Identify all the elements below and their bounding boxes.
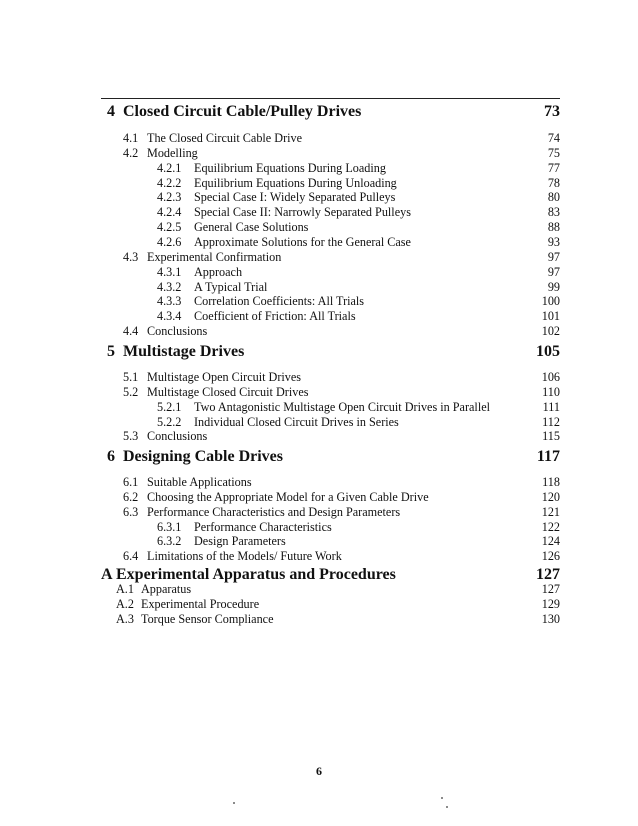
- entry-page-number: 126: [541, 549, 560, 563]
- entry-page-number: 101: [541, 309, 560, 323]
- chapter-title: Experimental Apparatus and Procedures: [116, 566, 396, 583]
- subsection-number: 4.2.6: [157, 235, 182, 249]
- scan-speck: [233, 802, 235, 804]
- subsection-title: Equilibrium Equations During Loading: [194, 161, 386, 175]
- chapter-number: 4: [107, 103, 115, 120]
- entry-page-number: 97: [547, 250, 560, 264]
- section-title: Apparatus: [141, 582, 192, 596]
- section-title: Performance Characteristics and Design Parameters: [147, 505, 401, 519]
- subsection-number: 4.2.4: [157, 205, 182, 219]
- chapter-page-number: 105: [536, 343, 560, 360]
- section-title: Conclusions: [147, 324, 208, 338]
- subsection-number: 5.2.1: [157, 400, 182, 414]
- subsection-number: 6.3.1: [157, 520, 182, 534]
- entry-page-number: 99: [547, 280, 560, 294]
- chapter-page-number: 127: [536, 566, 560, 583]
- subsection-number: 4.2.3: [157, 190, 182, 204]
- section-number: 4.4: [123, 324, 139, 338]
- entry-page-number: 124: [541, 534, 560, 548]
- entry-page-number: 118: [542, 475, 560, 489]
- entry-page-number: 97: [547, 265, 560, 279]
- entry-page-number: 111: [542, 400, 560, 414]
- subsection-title: Design Parameters: [194, 534, 286, 548]
- subsection-title: Two Antagonistic Multistage Open Circuit Drives in Parallel: [194, 400, 490, 414]
- entry-page-number: 78: [547, 176, 560, 190]
- chapter-page-number: 73: [544, 103, 560, 120]
- section-number: 6.3: [123, 505, 139, 519]
- entry-page-number: 120: [541, 490, 560, 504]
- header-rule: [101, 98, 560, 99]
- subsection-title: Special Case I: Widely Separated Pulleys: [194, 190, 396, 204]
- section-number: A.2: [116, 597, 134, 611]
- subsection-title: Coefficient of Friction: All Trials: [194, 309, 356, 323]
- page-number: 6: [316, 764, 322, 778]
- entry-page-number: 110: [542, 385, 560, 399]
- section-number: A.1: [116, 582, 134, 596]
- section-number: 6.4: [123, 549, 139, 563]
- chapter-title: Closed Circuit Cable/Pulley Drives: [123, 103, 362, 120]
- chapter-number: 5: [107, 343, 115, 360]
- section-title: Multistage Open Circuit Drives: [147, 370, 302, 384]
- entry-page-number: 129: [541, 597, 560, 611]
- section-title: Modelling: [147, 146, 198, 160]
- subsection-title: Equilibrium Equations During Unloading: [194, 176, 397, 190]
- entry-page-number: 115: [542, 429, 560, 443]
- entry-page-number: 88: [547, 220, 560, 234]
- section-number: 5.2: [123, 385, 139, 399]
- subsection-number: 4.2.1: [157, 161, 182, 175]
- subsection-number: 4.3.2: [157, 280, 182, 294]
- subsection-title: Individual Closed Circuit Drives in Series: [194, 415, 399, 429]
- entry-page-number: 121: [541, 505, 560, 519]
- section-number: 5.3: [123, 429, 139, 443]
- section-number: 4.1: [123, 131, 139, 145]
- subsection-title: General Case Solutions: [194, 220, 309, 234]
- entry-page-number: 77: [547, 161, 560, 175]
- chapter-title: Designing Cable Drives: [123, 448, 283, 465]
- section-title: Limitations of the Models/ Future Work: [147, 549, 342, 563]
- entry-page-number: 102: [541, 324, 560, 338]
- subsection-number: 6.3.2: [157, 534, 182, 548]
- chapter-number: 6: [107, 448, 115, 465]
- subsection-title: Performance Characteristics: [194, 520, 332, 534]
- chapter-number: A: [101, 566, 113, 583]
- section-number: 5.1: [123, 370, 139, 384]
- section-title: Conclusions: [147, 429, 208, 443]
- scan-speck: [446, 806, 448, 808]
- section-title: The Closed Circuit Cable Drive: [147, 131, 303, 145]
- subsection-number: 4.2.5: [157, 220, 182, 234]
- section-title: Multistage Closed Circuit Drives: [147, 385, 309, 399]
- subsection-number: 4.3.1: [157, 265, 182, 279]
- entry-page-number: 74: [547, 131, 560, 145]
- entry-page-number: 106: [541, 370, 560, 384]
- section-number: 4.2: [123, 146, 139, 160]
- section-title: Experimental Confirmation: [147, 250, 282, 264]
- entry-page-number: 93: [547, 235, 560, 249]
- subsection-number: 4.3.3: [157, 294, 182, 308]
- subsection-title: A Typical Trial: [194, 280, 268, 294]
- section-number: 4.3: [123, 250, 139, 264]
- section-number: A.3: [116, 612, 134, 626]
- entry-page-number: 122: [541, 520, 560, 534]
- section-number: 6.2: [123, 490, 139, 504]
- entry-page-number: 127: [541, 582, 560, 596]
- subsection-number: 4.2.2: [157, 176, 182, 190]
- entry-page-number: 100: [541, 294, 560, 308]
- entry-page-number: 130: [541, 612, 560, 626]
- entry-page-number: 112: [542, 415, 560, 429]
- subsection-title: Approximate Solutions for the General Case: [194, 235, 411, 249]
- entry-page-number: 75: [547, 146, 560, 160]
- entry-page-number: 83: [547, 205, 560, 219]
- scan-speck: [441, 797, 443, 799]
- entry-page-number: 80: [547, 190, 560, 204]
- subsection-number: 4.3.4: [157, 309, 182, 323]
- subsection-title: Approach: [194, 265, 243, 279]
- subsection-number: 5.2.2: [157, 415, 182, 429]
- section-title: Suitable Applications: [147, 475, 252, 489]
- section-title: Experimental Procedure: [141, 597, 260, 611]
- chapter-title: Multistage Drives: [123, 343, 245, 360]
- chapter-page-number: 117: [536, 448, 560, 465]
- section-title: Choosing the Appropriate Model for a Given Cable Drive: [147, 490, 429, 504]
- section-number: 6.1: [123, 475, 139, 489]
- subsection-title: Correlation Coefficients: All Trials: [194, 294, 365, 308]
- subsection-title: Special Case II: Narrowly Separated Pulleys: [194, 205, 411, 219]
- section-title: Torque Sensor Compliance: [141, 612, 274, 626]
